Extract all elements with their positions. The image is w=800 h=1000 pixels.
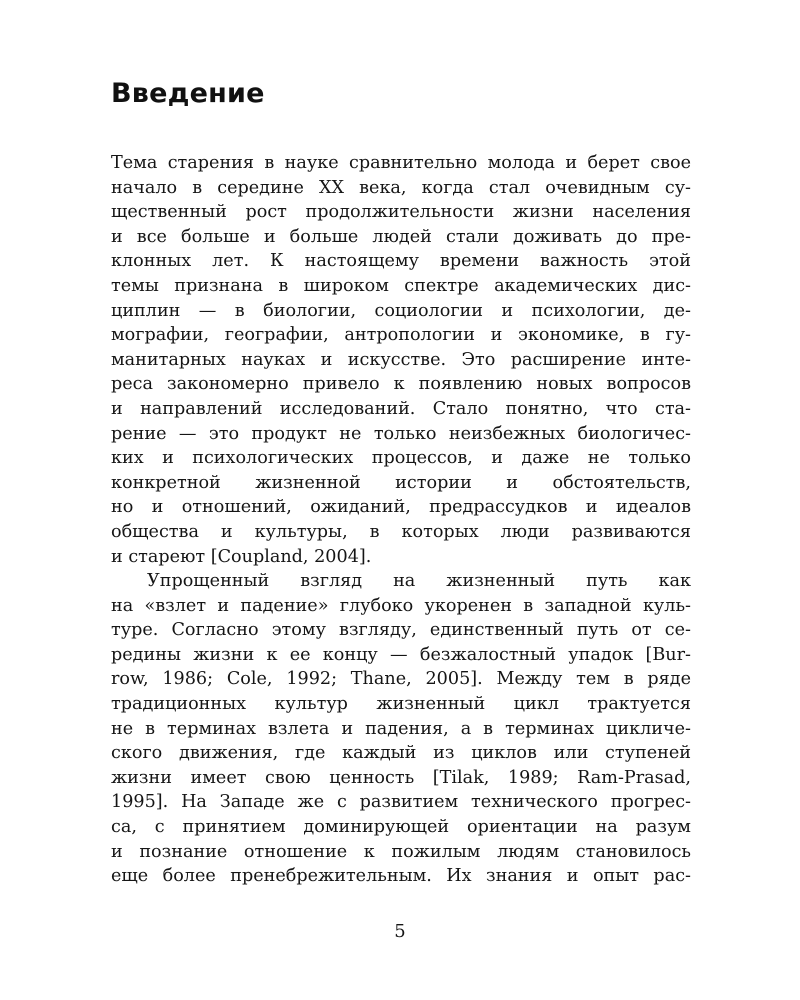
text-line: са, с принятием доминирующей ориентации на разум xyxy=(111,817,691,838)
paragraph-2 xyxy=(111,569,691,889)
text-line: но и отношений, ожиданий, предрассудков и идеалов xyxy=(111,497,691,518)
text-line: еще более пренебрежительным. Их знания и опыт рас- xyxy=(111,866,691,887)
text-line: ского движения, где каждый из циклов или ступеней xyxy=(111,743,691,764)
text-line: жизни имеет свою ценность [Tilak, 1989; Ram-Prasad, xyxy=(111,767,691,788)
text-line: темы признана в широком спектре академических дис- xyxy=(111,275,691,296)
text-line: общества и культуры, в которых люди развиваются xyxy=(111,521,691,542)
text-line: редины жизни к ее концу — безжалостный упадок [Bur- xyxy=(111,644,691,665)
text-line: мографии, географии, антропологии и экономике, в гу- xyxy=(111,325,691,346)
text-line: и все больше и больше людей стали доживать до пре- xyxy=(111,226,691,247)
text-line: row, 1986; Cole, 1992; Thane, 2005]. Между тем в ряде xyxy=(111,669,691,690)
text-line: ких и психологических процессов, и даже не только xyxy=(111,448,691,469)
text-line: и стареют [Coupland, 2004]. xyxy=(111,546,372,567)
paragraph-1 xyxy=(111,151,691,569)
text-line: и направлений исследований. Стало понятно, что ста- xyxy=(111,398,691,419)
text-line: не в терминах взлета и падения, а в терминах цикличе- xyxy=(111,718,691,739)
text-line: рение — это продукт не только неизбежных биологичес- xyxy=(111,423,691,444)
text-line: и познание отношение к пожилым людям становилось xyxy=(111,841,691,862)
body-text xyxy=(111,151,691,889)
page-number: 5 xyxy=(394,921,406,942)
text-line: реса закономерно привело к появлению новых вопросов xyxy=(111,374,691,395)
text-line: циплин — в биологии, социологии и психологии, де- xyxy=(111,300,691,321)
text-line: манитарных науках и искусстве. Это расширение инте- xyxy=(111,349,691,370)
text-line: клонных лет. К настоящему времени важность этой xyxy=(111,251,691,272)
text-line: традиционных культур жизненный цикл трактуется xyxy=(111,694,691,715)
text-line: начало в середине XX века, когда стал очевидным су- xyxy=(111,177,691,198)
text-line: Тема старения в науке сравнительно молода и берет свое xyxy=(111,153,691,173)
text-line: 1995]. На Западе же с развитием технического прогрес- xyxy=(111,792,691,813)
text-line: щественный рост продолжительности жизни населения xyxy=(111,202,691,223)
text-line: на «взлет и падение» глубоко укоренен в западной куль- xyxy=(111,595,691,616)
text-line: туре. Согласно этому взгляду, единственный путь от се- xyxy=(111,620,691,641)
chapter-title: Введение xyxy=(111,78,265,109)
text-line: конкретной жизненной истории и обстоятельств, xyxy=(111,472,691,493)
text-line: Упрощенный взгляд на жизненный путь как xyxy=(147,571,691,592)
